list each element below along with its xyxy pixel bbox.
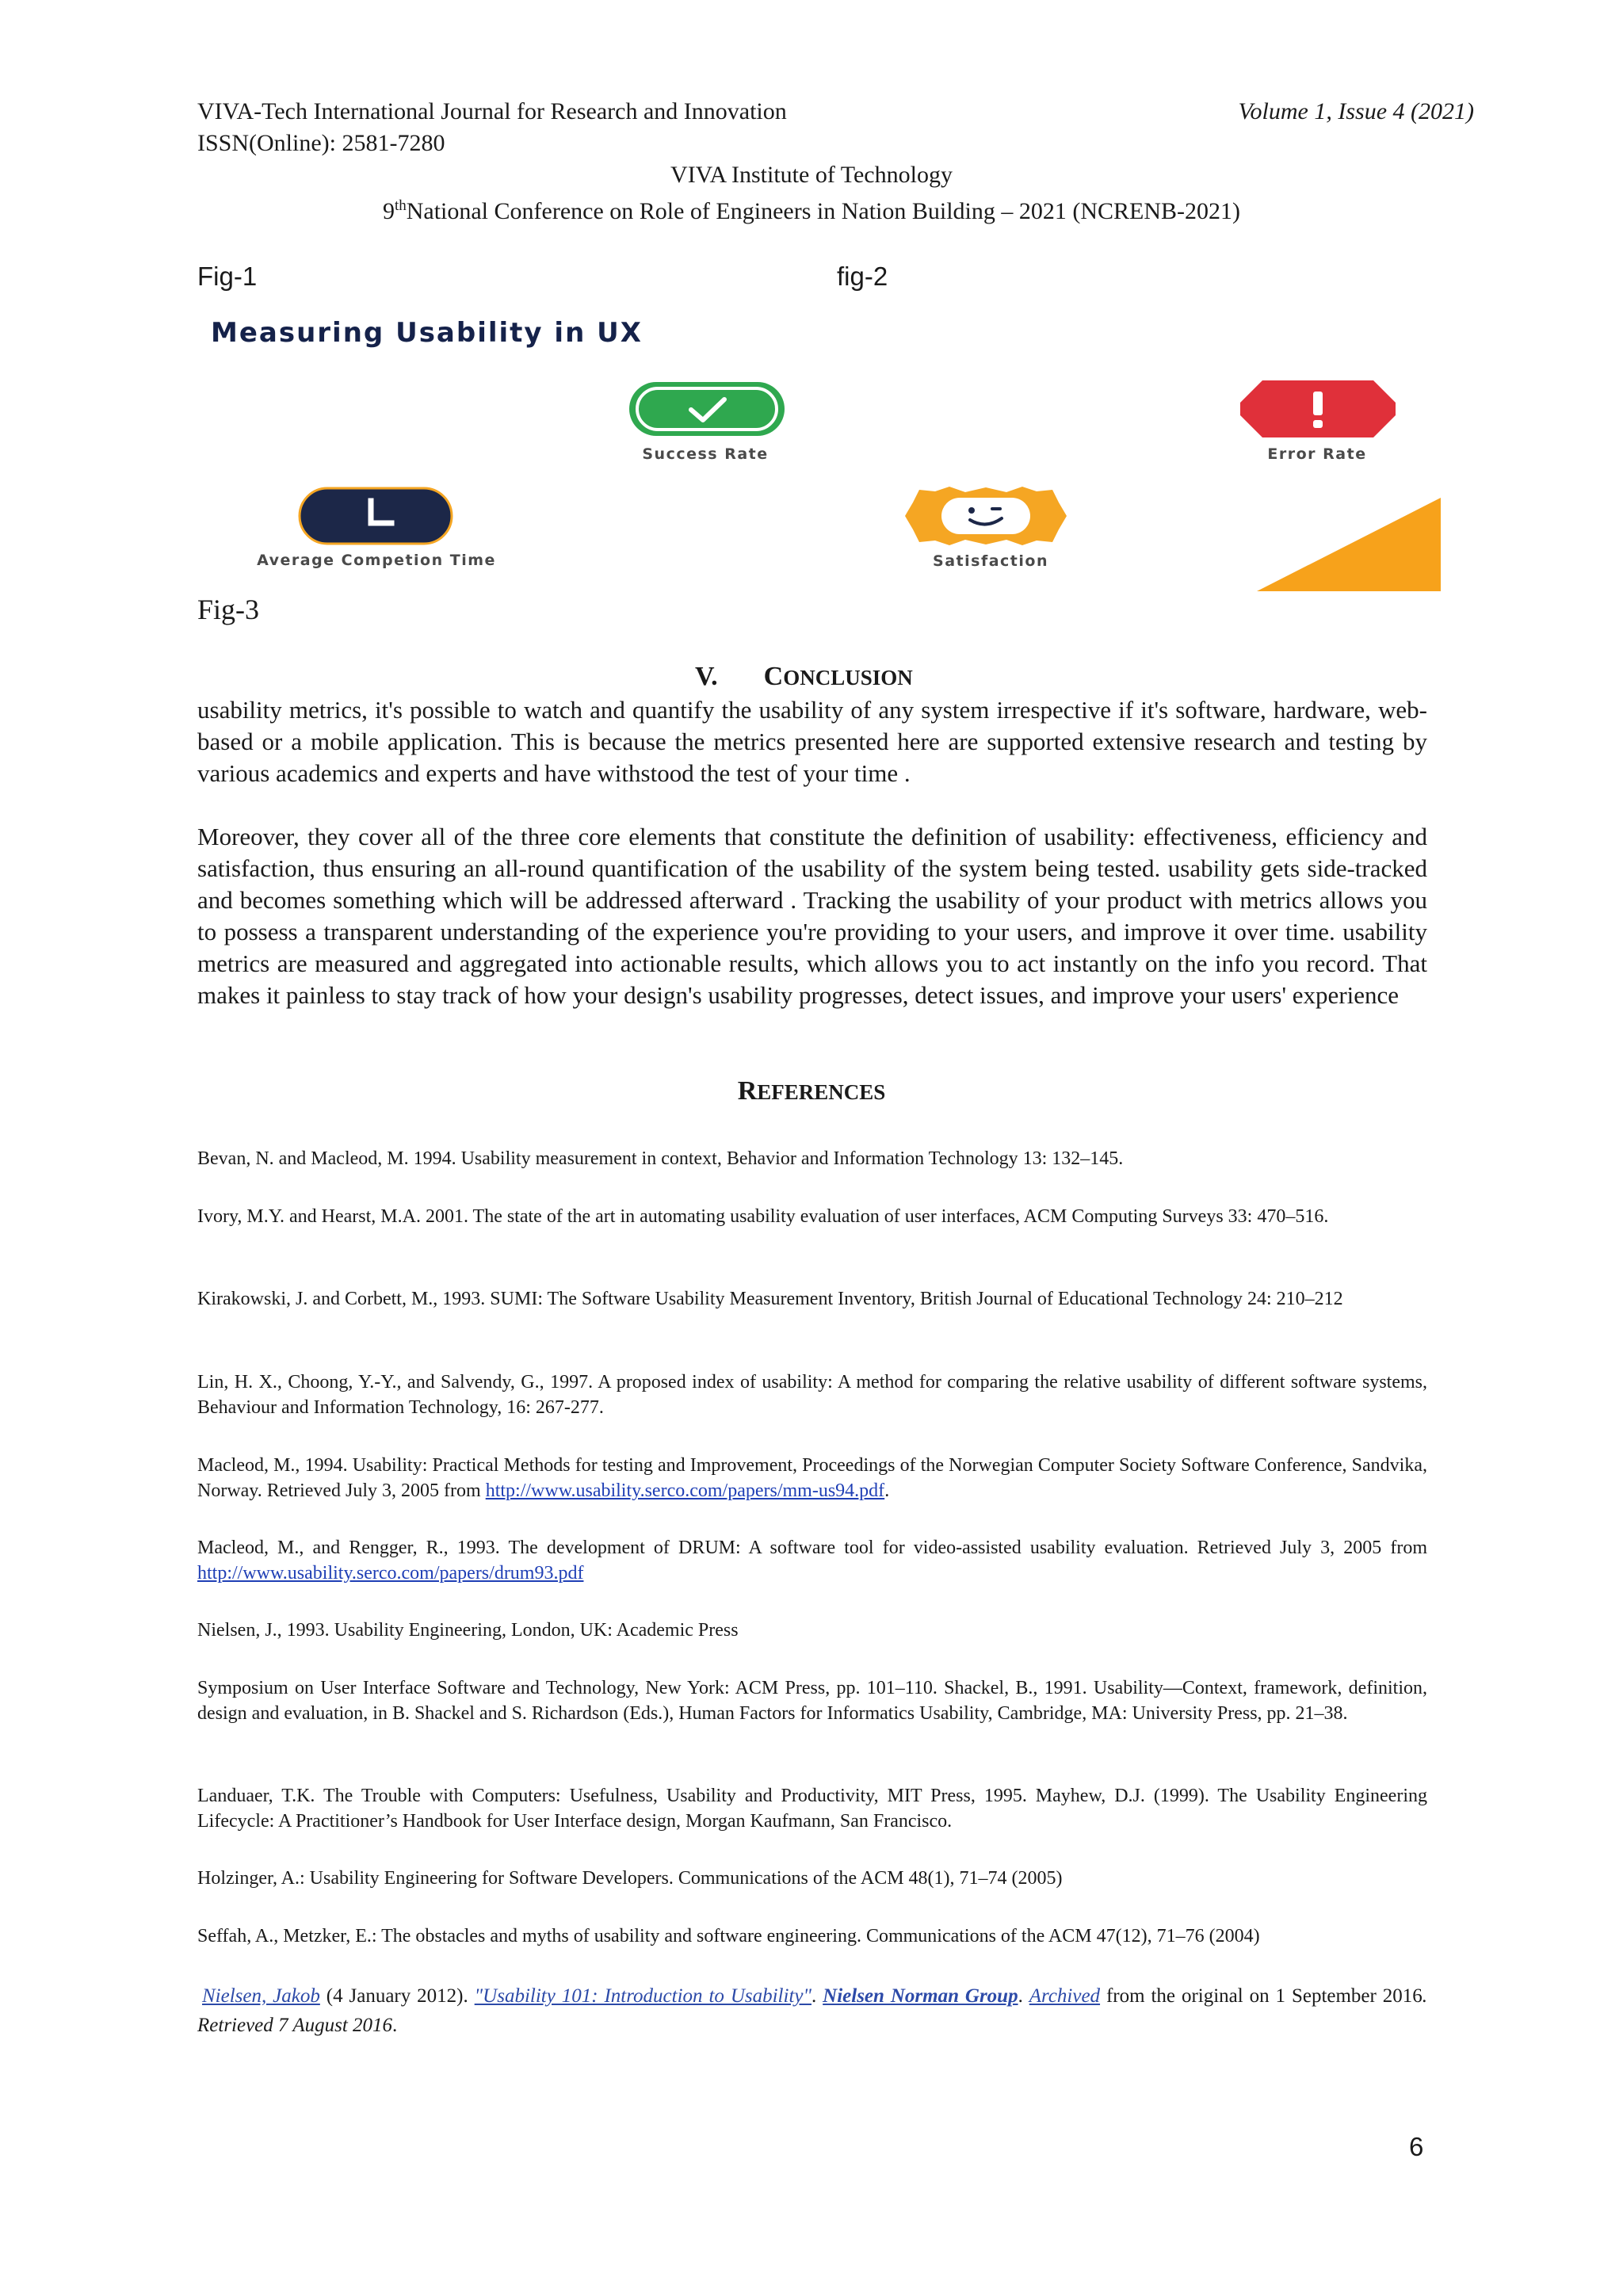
average-completion-label: Average Competion Time: [257, 552, 496, 569]
reference-item: [197, 1535, 1427, 1586]
reference-archive-date: from the original on 1 September 2016: [1100, 1985, 1423, 2007]
reference-item: Seffah, A., Metzker, E.: The obstacles and myths of usability and software engineering. Communications of the ACM 47(12), 71–76 (2004): [197, 1926, 1260, 1946]
issn: ISSN(Online): 2581-7280: [197, 130, 445, 156]
reference-text: Macleod, M., 1994. Usability: Practical Methods for testing and Improvement, Proceedings of the Norwegian Computer Society Software Conference, Sandvika, Norway. Retrieved July 3, 2005 from: [197, 1455, 1427, 1501]
fig2-label: fig-2: [837, 262, 888, 291]
reference-item: Lin, H. X., Choong, Y.-Y., and Salvendy, G., 1997. A proposed index of usability: A method for comparing the relative usability of different software systems, Behaviour and Information Technology, 16: 267-277.: [197, 1372, 1427, 1418]
page-number: 6: [1409, 2132, 1424, 2161]
reference-item: Nielsen, J., 1993. Usability Engineering, London, UK: Academic Press: [197, 1620, 739, 1641]
reference-author-link[interactable]: Nielsen, Jakob: [202, 1985, 320, 2007]
volume-info: Volume 1, Issue 4 (2021): [1238, 98, 1474, 124]
reference-link[interactable]: http://www.usability.serco.com/papers/mm-us94.pdf: [485, 1480, 885, 1501]
journal-name: VIVA-Tech International Journal for Research and Innovation: [197, 98, 787, 124]
reference-item: [197, 1981, 1427, 2040]
reference-item: Landuaer, T.K. The Trouble with Computers: Usefulness, Usability and Productivity, MIT Press, 1995. Mayhew, D.J. (1999). The Usability Engineering Lifecycle: A Practitioner’s Handbook for User Interface design, Morgan Kaufmann, San Francisco.: [197, 1786, 1427, 1832]
figure-title: Measuring Usability in UX: [211, 317, 643, 349]
reference-item: Holzinger, A.: Usability Engineering for Software Developers. Communications of the ACM 48(1), 71–74 (2005): [197, 1868, 1063, 1889]
reference-item: Bevan, N. and Macleod, M. 1994. Usability measurement in context, Behavior and Information Technology 13: 132–145.: [197, 1148, 1124, 1169]
reference-retrieved: . Retrieved 7 August 2016: [197, 1985, 1428, 2036]
reference-end: .: [392, 2015, 398, 2036]
conference-ordinal: 9: [382, 198, 395, 224]
conclusion-paragraph-2: Moreover, they cover all of the three core elements that constitute the definition of usability: effectiveness, efficiency and satisfaction, thus ensuring an all-round quantification of the usability of the system being tested. usability gets side-tracked and becomes something which will be addressed afterward . Tracking the usability of your product with metrics allows you to possess a transparent understanding of the experience you're providing to your users, and improve it over time. usability metrics are measured and aggregated into actionable results, which allows you to act instantly on the info you record. That makes it painless to stay track of how your design's usability progresses, detect issues, and improve your users' experience: [197, 823, 1427, 1009]
reference-end: .: [884, 1480, 890, 1501]
reference-item: Ivory, M.Y. and Hearst, M.A. 2001. The state of the art in automating usability evaluation of user interfaces, ACM Computing Surveys 33: 470–516.: [197, 1206, 1329, 1227]
satisfaction-label: Satisfaction: [933, 552, 1048, 570]
conclusion-paragraph-1: usability metrics, it's possible to watch and quantify the usability of any system irrespective if it's software, hardware, web-based or a mobile application. This is because the metrics presented here are supported extensive research and testing by various academics and experts and have withstood the test of your time .: [197, 696, 1427, 787]
conclusion-title-rest: ONCLUSION: [783, 666, 913, 690]
reference-archived-link[interactable]: Archived: [1029, 1985, 1101, 2007]
fig1-label: Fig-1: [197, 262, 258, 291]
references-list: [197, 0, 1427, 2296]
references-title-first: R: [737, 1076, 758, 1106]
conference-sup: th: [394, 197, 407, 214]
reference-publisher-link[interactable]: Nielsen Norman Group: [823, 1985, 1018, 2007]
fig3-label: Fig-3: [197, 594, 260, 625]
conclusion-number: V.: [695, 662, 718, 691]
error-rate-label: Error Rate: [1267, 445, 1367, 463]
conference-rest: National Conference on Role of Engineers in Nation Building – 2021 (NCRENB-2021): [406, 198, 1241, 224]
reference-title-link[interactable]: "Usability 101: Introduction to Usability": [474, 1985, 812, 2007]
reference-text: Macleod, M., and Rengger, R., 1993. The development of DRUM: A software tool for video-assisted usability evaluation. Retrieved July 3, 2005 from: [197, 1538, 1427, 1558]
reference-sep: .: [1018, 1985, 1029, 2007]
reference-item: Kirakowski, J. and Corbett, M., 1993. SUMI: The Software Usability Measurement Inventory, British Journal of Educational Technology 24: 210–212: [197, 1289, 1343, 1309]
reference-date: (4 January 2012).: [319, 1985, 475, 2007]
reference-item: [197, 1453, 1427, 1503]
success-rate-label: Success Rate: [642, 445, 769, 463]
reference-item: Symposium on User Interface Software and Technology, New York: ACM Press, pp. 101–110. Shackel, B., 1991. Usability—Context, framework, definition, design and evaluation, in B. Shackel and S. Richardson (Eds.), Human Factors for Informatics Usability, Cambridge, MA: University Press, pp. 21–38.: [197, 1678, 1427, 1724]
references-title-rest: EFERENCES: [757, 1080, 886, 1104]
conclusion-title-first: C: [763, 662, 784, 691]
reference-link[interactable]: http://www.usability.serco.com/papers/drum93.pdf: [197, 1563, 584, 1584]
reference-sep: .: [811, 1985, 823, 2007]
institute-name: VIVA Institute of Technology: [670, 162, 953, 188]
